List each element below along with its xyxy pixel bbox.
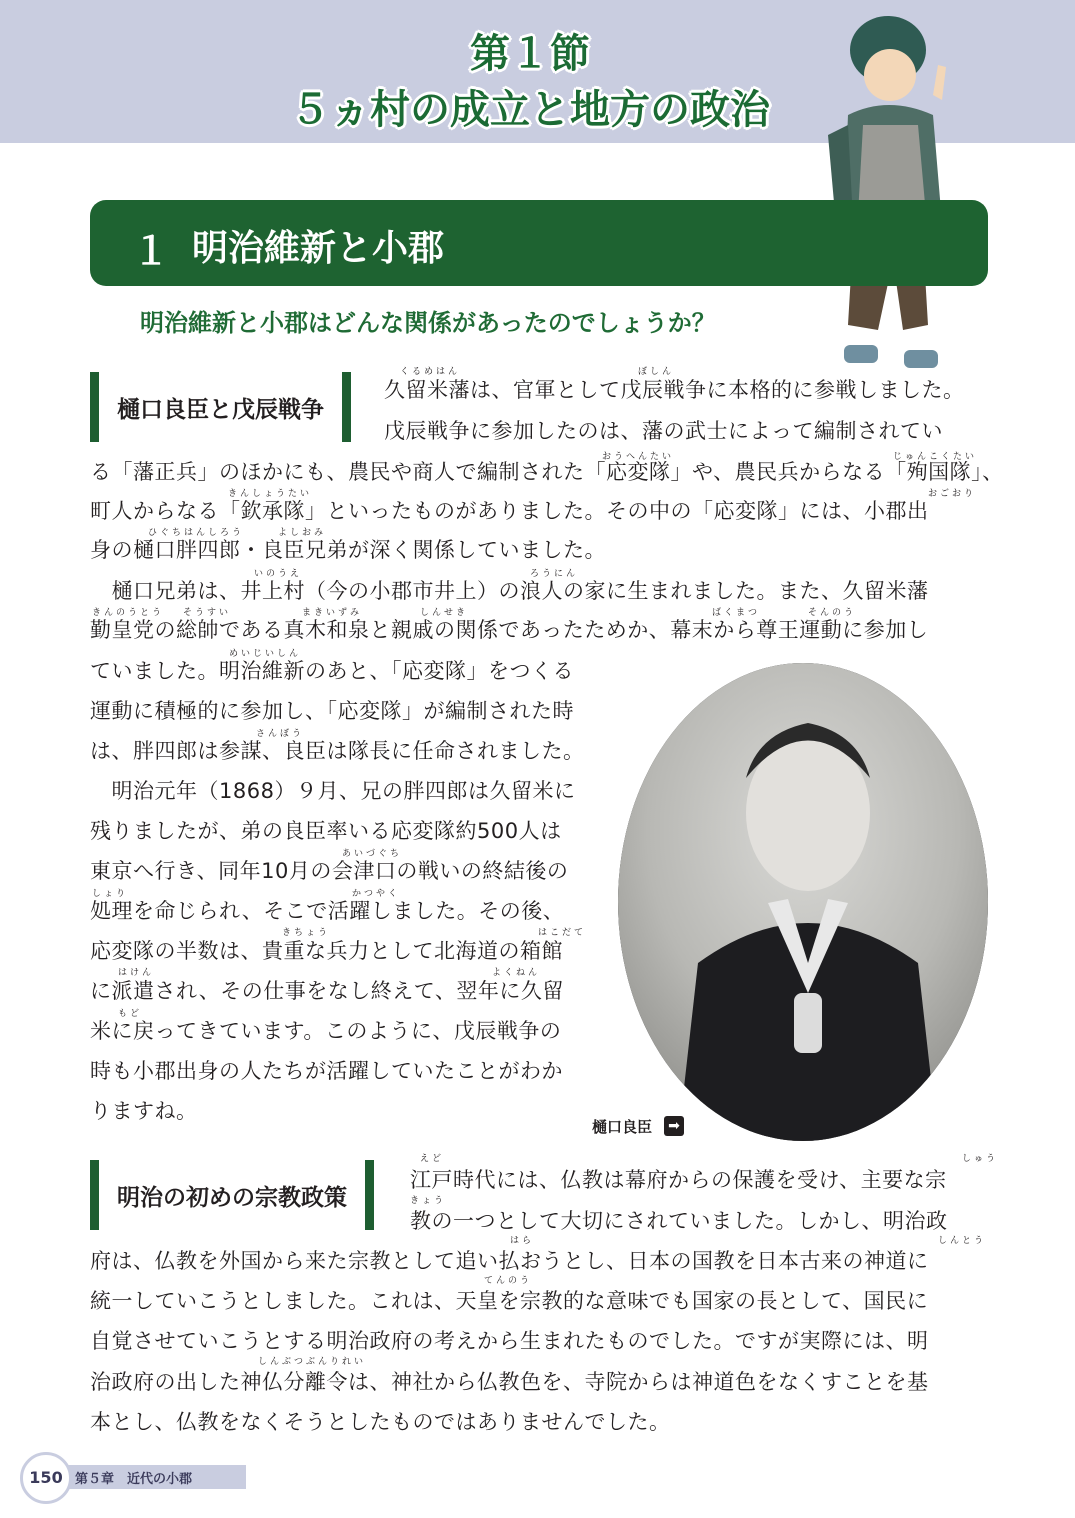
ruby: しょり: [92, 889, 129, 899]
footer-chapter-label: 第５章 近代の小郡: [75, 1472, 193, 1487]
ruby: かつやく: [352, 889, 401, 899]
section-title: 第１節: [470, 31, 590, 77]
body-line: 江戸時代には、仏教は幕府からの保護を受け、主要な宗: [410, 1168, 947, 1192]
ruby: じゅんこくたい: [893, 452, 978, 462]
ruby: おごおり: [928, 489, 977, 499]
body-line: 明治元年（1868）９月、兄の胖四郎は久留米に: [90, 779, 576, 803]
ruby: きょう: [410, 1196, 447, 1206]
body-line: 応変隊の半数は、貴重な兵力として北海道の箱館: [90, 939, 563, 963]
body-line: 残りましたが、弟の良臣率いる応変隊約500人は: [90, 819, 562, 843]
body-line: 身の樋口胖四郎・良臣兄弟が深く関係していました。: [90, 538, 606, 562]
ruby: てんのう: [484, 1276, 533, 1286]
ruby: くるめはん: [400, 367, 461, 377]
chapter-heading-bar: [90, 200, 988, 286]
arrow-right-icon: ➡: [664, 1116, 684, 1136]
body-line: 時も小郡出身の人たちが活躍していたことがわか: [90, 1059, 563, 1083]
ruby: しんぶつぶんりれい: [258, 1357, 367, 1367]
section-subtitle: ５ヵ村の成立と地方の政治: [290, 87, 770, 133]
ruby: はこだて: [538, 928, 587, 938]
body-line: 米に戻ってきています。このように、戊辰戦争の: [90, 1019, 562, 1043]
body-line: 東京へ行き、同年10月の会津口の戦いの終結後の: [90, 859, 569, 883]
body-line: 町人からなる「欽承隊」といったものがありました。その中の「応変隊」には、小郡出: [90, 499, 929, 523]
body-line: 自覚させていこうとする明治政府の考えから生まれたものでした。ですが実際には、明: [90, 1329, 929, 1353]
ruby: さんぼう: [256, 729, 305, 739]
ruby: おうへんたい: [602, 452, 675, 462]
body-line: に派遣され、その仕事をなし終えて、翌年に久留: [90, 979, 564, 1003]
ruby: めいじいしん: [229, 649, 302, 659]
body-line: る「藩正兵」のほかにも、農民や商人で編制された「応変隊」や、農民兵からなる「殉国隊」、: [90, 460, 1004, 484]
body-line: 処理を命じられ、そこで活躍しました。その後、: [90, 899, 565, 923]
portrait-caption: 樋口良臣: [592, 1118, 653, 1136]
ruby: はら: [510, 1236, 535, 1246]
body-line: 本とし、仏教をなくそうとしたものではありませんでした。: [90, 1410, 671, 1434]
body-line: 久留米藩は、官軍として戊辰戦争に本格的に参戦しました。: [384, 378, 965, 402]
portrait-image: [618, 663, 988, 1141]
ruby: しゅう: [962, 1154, 999, 1164]
ruby: ろうにん: [530, 569, 579, 579]
ruby: ひぐちはんしろう: [148, 528, 245, 538]
chapter-number: １: [132, 229, 171, 273]
ruby: まきいずみ: [302, 608, 363, 618]
body-line: 戊辰戦争に参加したのは、藩の武士によって編制されてい: [384, 419, 943, 443]
body-line: りますね。: [90, 1099, 198, 1123]
ruby: いのうえ: [254, 569, 303, 579]
body-line: 勤皇党の総帥である真木和泉と親戚の関係であったためか、幕末から尊王運動に参加し: [90, 618, 929, 642]
portrait-photo: [618, 663, 988, 1141]
ruby: そんのう: [808, 608, 857, 618]
body-line: 運動に積極的に参加し、「応変隊」が編制された時: [90, 699, 574, 723]
ruby: しんとう: [938, 1236, 987, 1246]
ruby: もど: [118, 1009, 143, 1019]
page-number: 150: [20, 1452, 72, 1504]
subheading-religion-policy: 明治の初めの宗教政策: [90, 1160, 374, 1230]
ruby: あいづぐち: [342, 849, 403, 859]
body-line: 治政府の出した神仏分離令は、神社から仏教色を、寺院からは神道色をなくすことを基: [90, 1370, 929, 1394]
ruby: きんしょうたい: [228, 489, 313, 499]
ruby: きちょう: [282, 928, 331, 938]
ruby: きんのうとう: [92, 608, 165, 618]
body-line: 樋口兄弟は、井上村（今の小郡市井上）の浪人の家に生まれました。また、久留米藩: [90, 579, 929, 603]
ruby: ばくまつ: [712, 608, 761, 618]
ruby: えど: [420, 1154, 445, 1164]
body-line: 教の一つとして大切にされていました。しかし、明治政: [410, 1209, 948, 1233]
body-line: ていました。明治維新のあと、「応変隊」をつくる: [90, 659, 574, 683]
body-line: は、胖四郎は参謀、良臣は隊長に任命されました。: [90, 739, 585, 763]
subheading-boshin-war: 樋口良臣と戊辰戦争: [90, 372, 351, 442]
ruby: しんせき: [420, 608, 469, 618]
ruby: そうすい: [183, 608, 232, 618]
ruby: ぼしん: [638, 367, 675, 377]
body-line: 府は、仏教を外国から来た宗教として追い払おうとし、日本の国教を日本古来の神道に: [90, 1249, 929, 1273]
guiding-question: 明治維新と小郡はどんな関係があったのでしょうか？: [140, 309, 716, 337]
mascot-illustration: [808, 5, 968, 377]
chapter-title: 明治維新と小郡: [192, 228, 445, 269]
ruby: よくねん: [492, 968, 541, 978]
body-line: 統一していこうとしました。これは、天皇を宗教的な意味でも国家の長として、国民に: [90, 1289, 929, 1313]
ruby: よしおみ: [278, 528, 327, 538]
ruby: はけん: [118, 968, 155, 978]
